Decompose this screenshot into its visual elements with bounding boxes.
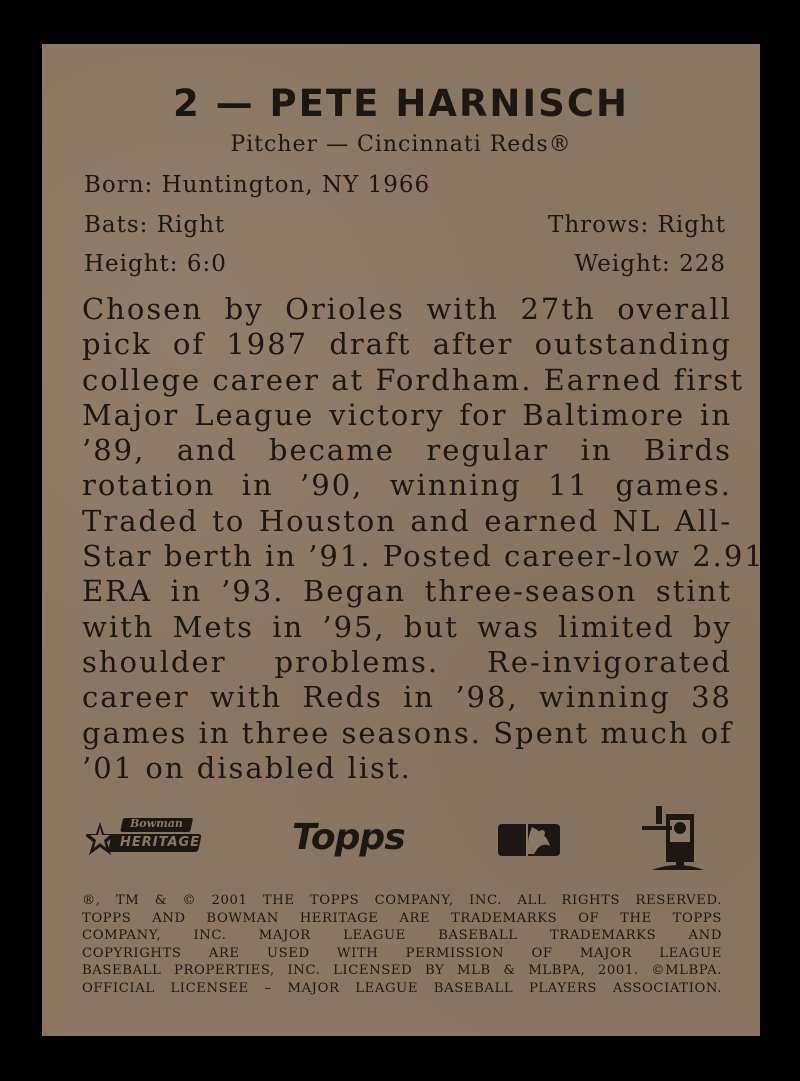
bio-line: games in three seasons. Spent much of <box>82 715 733 750</box>
legal-line: COMPANY, INC. MAJOR LEAGUE BASEBALL TRADEMARKS AND <box>82 928 722 943</box>
throws-info: Throws: Right <box>548 212 726 238</box>
bats-info: Bats: Right <box>84 212 226 238</box>
weight-info: Weight: 228 <box>574 251 726 277</box>
player-bio <box>82 292 765 786</box>
player-position-team: Pitcher — Cincinnati Reds® <box>230 132 572 157</box>
topps-logo <box>292 814 405 862</box>
height-info: Height: 6:0 <box>84 251 227 277</box>
card-back <box>42 44 765 1036</box>
bio-line: Major League victory for Baltimore in <box>82 397 732 432</box>
bio-line: pick of 1987 draft after outstanding <box>82 327 732 362</box>
bio-line: Traded to Houston and earned NL All- <box>82 503 732 538</box>
bio-line: rotation in ’90, winning 11 games. <box>82 468 732 503</box>
topps-wordmark: Topps <box>292 817 405 858</box>
bio-line: ERA in ’93. Began three-season stint <box>82 574 732 609</box>
bio-line: with Mets in ’95, but was limited by <box>82 609 732 644</box>
bio-line: career with Reds in ’98, winning 38 <box>82 680 732 715</box>
bio-line: shoulder problems. Re-invigorated <box>82 644 732 679</box>
legal-line: OFFICIAL LICENSEE – MAJOR LEAGUE BASEBALL PLAYERS ASSOCIATION. <box>82 980 722 996</box>
legal-line: ®, TM & © 2001 THE TOPPS COMPANY, INC. ALL RIGHTS RESERVED. <box>82 893 722 908</box>
legal-text <box>82 892 722 997</box>
player-title: 2 — PETE HARNISCH <box>173 82 629 125</box>
bio-line: Star berth in ’91. Posted career-low 2.91 <box>82 539 765 574</box>
born-info: Born: Huntington, NY 1966 <box>84 172 431 198</box>
bowman-heritage-logo <box>86 814 216 870</box>
legal-line: BASEBALL PROPERTIES, INC. LICENSED BY MLB & MLBPA, 2001. ©MLBPA. <box>82 963 722 978</box>
logo-row <box>42 814 760 874</box>
bio-line: ’01 on disabled list. <box>82 750 412 785</box>
mlbpa-logo <box>642 804 716 878</box>
bio-line: Chosen by Orioles with 27th overall <box>82 292 732 326</box>
bowman-wordmark: Bowman <box>130 817 183 830</box>
heritage-wordmark: HERITAGE <box>120 835 201 850</box>
bio-line: ’89, and became regular in Birds <box>82 433 732 468</box>
bio-line: college career at Fordham. Earned first <box>82 362 744 397</box>
mlb-logo <box>498 824 564 862</box>
legal-line: TOPPS AND BOWMAN HERITAGE ARE TRADEMARKS OF THE TOPPS <box>82 910 722 926</box>
legal-line: COPYRIGHTS ARE USED WITH PERMISSION OF MAJOR LEAGUE <box>82 945 722 961</box>
